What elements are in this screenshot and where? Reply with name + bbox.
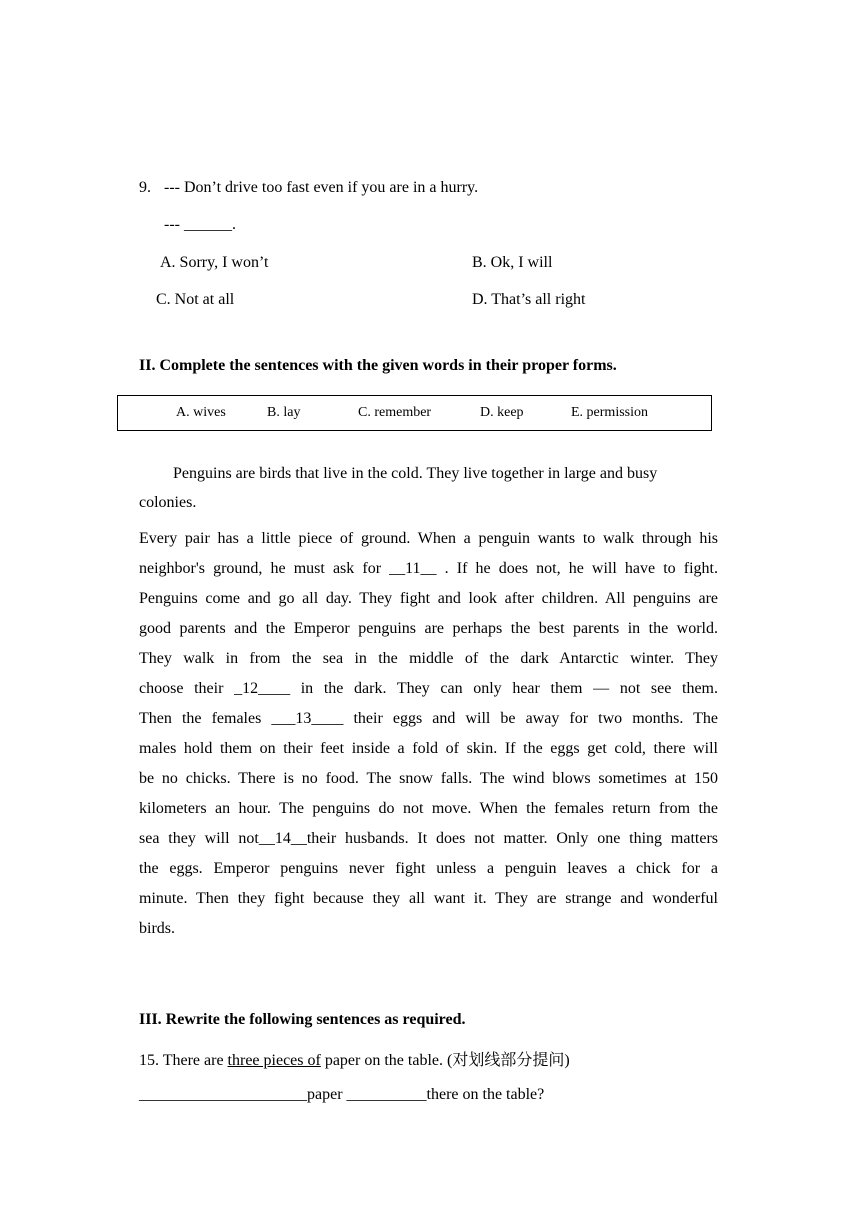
passage-line: be no chicks. There is no food. The snow falls. The wind blows sometimes at 150 <box>139 770 718 787</box>
passage-line: neighbor's ground, he must ask for __11__ . If he does not, he will have to fight. <box>139 560 718 577</box>
passage-body <box>139 524 718 944</box>
word-bank-item: E. permission <box>571 405 648 420</box>
passage-line: kilometers an hour. The penguins do not move. When the females return from the <box>139 800 718 817</box>
passage-line: choose their _12____ in the dark. They can only hear them — not see them. <box>139 680 718 697</box>
q9-response-blank: ______ <box>183 216 232 233</box>
q9-response-suffix: . <box>231 216 236 233</box>
q9-response <box>164 216 236 234</box>
passage-line: males hold them on their feet inside a fold of skin. If the eggs get cold, there will <box>139 740 718 757</box>
q9-response-prefix: --- <box>164 216 184 233</box>
q15-answer-word: paper <box>307 1086 347 1103</box>
q9-option-b: B. Ok, I will <box>472 254 553 271</box>
word-bank-item: A. wives <box>176 405 226 420</box>
word-bank-item: B. lay <box>267 405 301 420</box>
passage-line: Penguins come and go all day. They fight and look after children. All penguins are <box>139 590 718 607</box>
passage-line: good parents and the Emperor penguins are perhaps the best parents in the world. <box>139 620 718 637</box>
q9-number: 9. <box>139 179 151 196</box>
q15-sentence <box>139 1047 570 1070</box>
q15-answer-blank-1: _____________________ <box>139 1086 307 1103</box>
q9-option-d: D. That’s all right <box>472 291 586 308</box>
q9-option-c: C. Not at all <box>156 291 235 308</box>
passage-intro-line: Penguins are birds that live in the cold. They live together in large and busy <box>173 465 658 482</box>
word-bank-box <box>117 395 712 431</box>
q15-answer-blank-2: __________ <box>346 1086 427 1103</box>
q9-option-a: A. Sorry, I won’t <box>160 254 269 271</box>
word-bank-item: C. remember <box>358 405 432 420</box>
passage-line: minute. Then they fight because they all want it. They are strange and wonderful <box>139 890 718 907</box>
q15-underlined-phrase: three pieces of <box>227 1052 321 1069</box>
section3-heading: III. Rewrite the following sentences as required. <box>139 1011 466 1028</box>
q15-answer-line <box>139 1086 544 1104</box>
passage-line: They walk in from the sea in the middle of the dark Antarctic winter. They <box>139 650 718 667</box>
section2-heading: II. Complete the sentences with the given words in their proper forms. <box>139 357 617 374</box>
q15-prefix: 15. There are <box>139 1052 228 1069</box>
passage-line: sea they will not__14__their husbands. It does not matter. Only one thing matters <box>139 830 718 847</box>
passage-intro-line: colonies. <box>139 494 197 511</box>
word-bank-item: D. keep <box>480 405 524 420</box>
q15-answer-suffix: there on the table? <box>426 1086 545 1103</box>
passage-line: Every pair has a little piece of ground. When a penguin wants to walk through his <box>139 530 718 547</box>
passage-line: the eggs. Emperor penguins never fight unless a penguin leaves a chick for a <box>139 860 718 877</box>
q15-suffix: paper on the table. (对划线部分提问) <box>320 1052 570 1069</box>
passage-line: Then the females ___13____ their eggs and will be away for two months. The <box>139 710 718 727</box>
passage-line: birds. <box>139 920 175 937</box>
q9-stem: --- Don’t drive too fast even if you are in a hurry. <box>164 179 479 196</box>
